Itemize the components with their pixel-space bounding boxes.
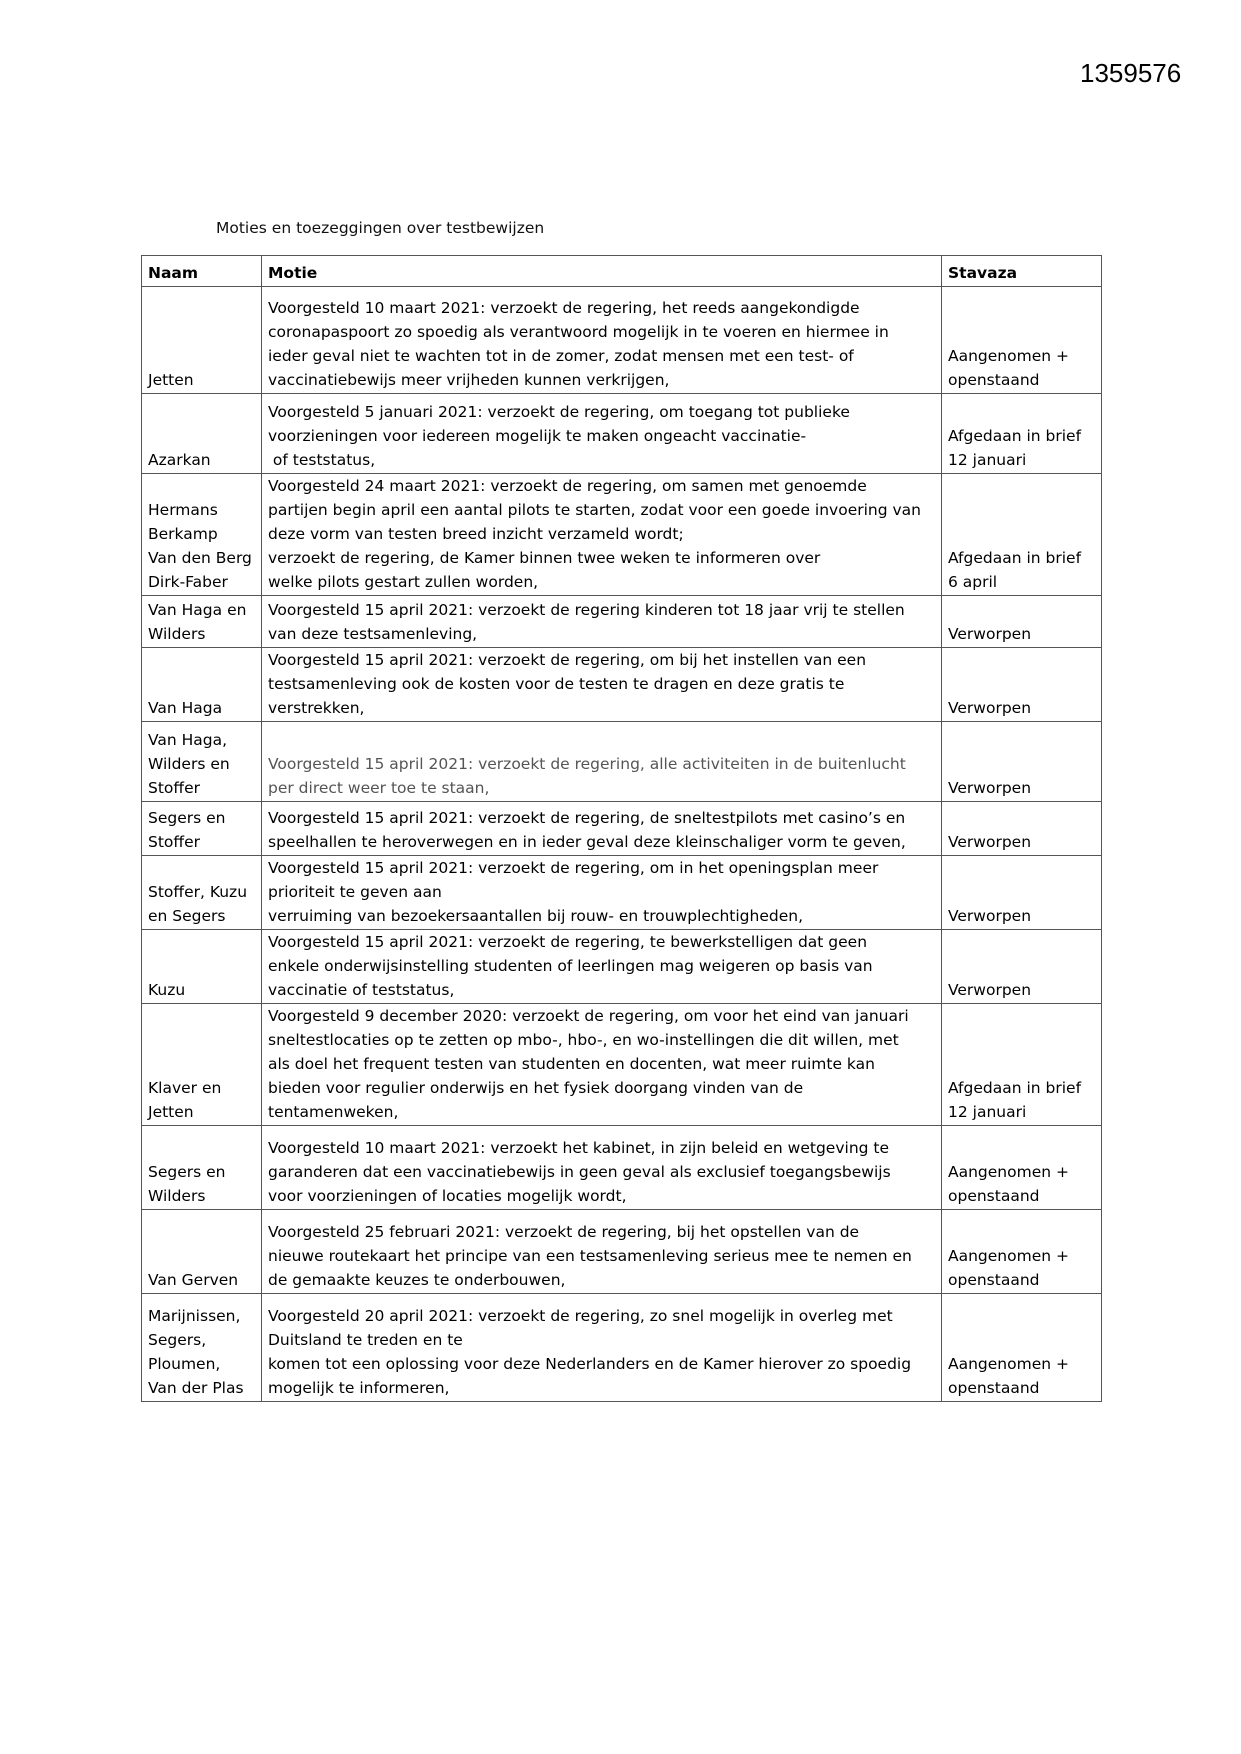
motie-line: vaccinatiebewijs meer vrijheden kunnen verkrijgen, <box>268 371 670 389</box>
motie-line: verstrekken, <box>268 699 365 717</box>
motie-line: mogelijk te informeren, <box>268 1379 450 1397</box>
stavaza-line: 12 januari <box>948 1103 1027 1121</box>
naam-line: Berkamp <box>148 525 218 543</box>
motie-line: Voorgesteld 15 april 2021: verzoekt de regering kinderen tot 18 jaar vrij te stellen <box>268 601 905 619</box>
motie-line: tentamenweken, <box>268 1103 399 1121</box>
cell-motie <box>262 802 942 856</box>
motie-line: garanderen dat een vaccinatiebewijs in geen geval als exclusief toegangsbewijs <box>268 1163 891 1181</box>
stavaza-line: 6 april <box>948 573 998 591</box>
naam-line: Klaver en <box>148 1079 222 1097</box>
motie-line: Voorgesteld 25 februari 2021: verzoekt de regering, bij het opstellen van de <box>268 1223 860 1241</box>
motie-line: welke pilots gestart zullen worden, <box>268 573 539 591</box>
stavaza-line: openstaand <box>948 1379 1040 1397</box>
cell-stavaza <box>942 648 1102 722</box>
motie-line: deze vorm van testen breed inzicht verzameld wordt; <box>268 525 684 543</box>
table-row <box>142 648 1102 722</box>
motie-line: Voorgesteld 10 maart 2021: verzoekt de regering, het reeds aangekondigde <box>268 299 860 317</box>
stavaza-line: Afgedaan in brief <box>948 1079 1082 1097</box>
cell-stavaza <box>942 722 1102 802</box>
stavaza-line: Verworpen <box>948 779 1032 797</box>
motie-line: Voorgesteld 15 april 2021: verzoekt de regering, te bewerkstelligen dat geen <box>268 933 868 951</box>
motie-line: vaccinatie of teststatus, <box>268 981 455 999</box>
cell-naam <box>142 802 262 856</box>
stavaza-line: Afgedaan in brief <box>948 427 1082 445</box>
motie-line: prioriteit te geven aan <box>268 883 442 901</box>
stavaza-line: 12 januari <box>948 451 1027 469</box>
cell-naam <box>142 394 262 474</box>
document-number: 1359576 <box>1080 58 1182 88</box>
table-row <box>142 1126 1102 1210</box>
cell-motie <box>262 1294 942 1402</box>
motie-line: verzoekt de regering, de Kamer binnen twee weken te informeren over <box>268 549 821 567</box>
naam-line: Jetten <box>148 371 194 389</box>
naam-line: Segers, <box>148 1331 207 1349</box>
motie-line: of teststatus, <box>268 451 376 469</box>
naam-line: Van den Berg <box>148 549 252 567</box>
naam-line: Azarkan <box>148 451 211 469</box>
cell-naam <box>142 474 262 596</box>
table-row <box>142 287 1102 394</box>
stavaza-line: Aangenomen + <box>948 1355 1069 1373</box>
naam-line: Jetten <box>148 1103 194 1121</box>
naam-line: Wilders en <box>148 755 230 773</box>
naam-line: Ploumen, <box>148 1355 221 1373</box>
naam-line: Segers en <box>148 809 226 827</box>
naam-line: Wilders <box>148 625 206 643</box>
naam-line: Van Haga en <box>148 601 247 619</box>
stavaza-line: Aangenomen + <box>948 1247 1069 1265</box>
table-row <box>142 596 1102 648</box>
motie-line: nieuwe routekaart het principe van een testsamenleving serieus mee te nemen en <box>268 1247 912 1265</box>
table-row <box>142 930 1102 1004</box>
motie-line: Voorgesteld 24 maart 2021: verzoekt de regering, om samen met genoemde <box>268 477 867 495</box>
stavaza-line: openstaand <box>948 1271 1040 1289</box>
table-row <box>142 856 1102 930</box>
cell-motie <box>262 394 942 474</box>
naam-line: Dirk-Faber <box>148 573 228 591</box>
stavaza-line: Aangenomen + <box>948 347 1069 365</box>
header-stavaza: Stavaza <box>942 256 1102 287</box>
motie-line: per direct weer toe te staan, <box>268 779 490 797</box>
cell-stavaza <box>942 1126 1102 1210</box>
stavaza-line: openstaand <box>948 1187 1040 1205</box>
motie-line: Duitsland te treden en te <box>268 1331 463 1349</box>
cell-stavaza <box>942 474 1102 596</box>
cell-motie <box>262 1126 942 1210</box>
naam-line: Van Gerven <box>148 1271 239 1289</box>
table-row <box>142 394 1102 474</box>
header-naam: Naam <box>142 256 262 287</box>
stavaza-line: Verworpen <box>948 699 1032 717</box>
page-title: Moties en toezeggingen over testbewijzen <box>216 219 545 237</box>
cell-stavaza <box>942 1004 1102 1126</box>
naam-line: Stoffer <box>148 833 200 851</box>
motie-line: bieden voor regulier onderwijs en het fysiek doorgang vinden van de <box>268 1079 804 1097</box>
motie-line: enkele onderwijsinstelling studenten of leerlingen mag weigeren op basis van <box>268 957 873 975</box>
motie-line: Voorgesteld 5 januari 2021: verzoekt de regering, om toegang tot publieke <box>268 403 850 421</box>
cell-naam <box>142 722 262 802</box>
motie-line: partijen begin april een aantal pilots te starten, zodat voor een goede invoering van <box>268 501 921 519</box>
motie-line: Voorgesteld 15 april 2021: verzoekt de regering, om in het openingsplan meer <box>268 859 879 877</box>
motie-line: testsamenleving ook de kosten voor de testen te dragen en deze gratis te <box>268 675 845 693</box>
table-row <box>142 1294 1102 1402</box>
cell-motie <box>262 648 942 722</box>
motions-table <box>141 255 1102 1402</box>
motie-line: de gemaakte keuzes te onderbouwen, <box>268 1271 566 1289</box>
naam-line: Stoffer <box>148 779 200 797</box>
stavaza-line: Verworpen <box>948 625 1032 643</box>
motie-line: ieder geval niet te wachten tot in de zomer, zodat mensen met een test- of <box>268 347 854 365</box>
header-motie: Motie <box>262 256 942 287</box>
cell-naam <box>142 596 262 648</box>
cell-stavaza <box>942 287 1102 394</box>
motie-line: verruiming van bezoekersaantallen bij rouw- en trouwplechtigheden, <box>268 907 803 925</box>
naam-line: Kuzu <box>148 981 186 999</box>
naam-line: Van der Plas <box>148 1379 244 1397</box>
naam-line: en Segers <box>148 907 226 925</box>
cell-stavaza <box>942 394 1102 474</box>
table-row <box>142 474 1102 596</box>
cell-stavaza <box>942 1294 1102 1402</box>
table-row <box>142 1210 1102 1294</box>
cell-naam <box>142 856 262 930</box>
cell-naam <box>142 1210 262 1294</box>
stavaza-line: openstaand <box>948 371 1040 389</box>
cell-motie <box>262 722 942 802</box>
motie-line: Voorgesteld 15 april 2021: verzoekt de regering, de sneltestpilots met casino’s en <box>268 809 906 827</box>
naam-line: Van Haga <box>148 699 223 717</box>
table-header-row <box>142 256 1102 287</box>
motie-line: voorzieningen voor iedereen mogelijk te maken ongeacht vaccinatie- <box>268 427 807 445</box>
motie-line: komen tot een oplossing voor deze Nederlanders en de Kamer hierover zo spoedig <box>268 1355 912 1373</box>
motie-line: coronapaspoort zo spoedig als verantwoord mogelijk in te voeren en hiermee in <box>268 323 889 341</box>
stavaza-line: Verworpen <box>948 981 1032 999</box>
cell-stavaza <box>942 930 1102 1004</box>
motie-line: van deze testsamenleving, <box>268 625 478 643</box>
naam-line: Hermans <box>148 501 218 519</box>
table-row <box>142 802 1102 856</box>
cell-stavaza <box>942 596 1102 648</box>
naam-line: Van Haga, <box>148 731 228 749</box>
cell-motie <box>262 596 942 648</box>
motie-line: speelhallen te heroverwegen en in ieder geval deze kleinschaliger vorm te geven, <box>268 833 906 851</box>
cell-motie <box>262 856 942 930</box>
stavaza-line: Verworpen <box>948 907 1032 925</box>
cell-naam <box>142 1294 262 1402</box>
naam-line: Segers en <box>148 1163 226 1181</box>
table-row <box>142 722 1102 802</box>
naam-line: Stoffer, Kuzu <box>148 883 248 901</box>
cell-naam <box>142 287 262 394</box>
cell-naam <box>142 1126 262 1210</box>
stavaza-line: Afgedaan in brief <box>948 549 1082 567</box>
cell-motie <box>262 930 942 1004</box>
table-row <box>142 1004 1102 1126</box>
motie-line: Voorgesteld 15 april 2021: verzoekt de regering, alle activiteiten in de buitenlucht <box>268 755 906 773</box>
motie-line: Voorgesteld 15 april 2021: verzoekt de regering, om bij het instellen van een <box>268 651 867 669</box>
stavaza-line: Aangenomen + <box>948 1163 1069 1181</box>
cell-stavaza <box>942 856 1102 930</box>
cell-stavaza <box>942 1210 1102 1294</box>
stavaza-line: Verworpen <box>948 833 1032 851</box>
motie-line: Voorgesteld 10 maart 2021: verzoekt het kabinet, in zijn beleid en wetgeving te <box>268 1139 890 1157</box>
naam-line: Wilders <box>148 1187 206 1205</box>
cell-motie <box>262 474 942 596</box>
cell-motie <box>262 1004 942 1126</box>
cell-naam <box>142 1004 262 1126</box>
motie-line: als doel het frequent testen van studenten en docenten, wat meer ruimte kan <box>268 1055 875 1073</box>
motie-line: voor voorzieningen of locaties mogelijk wordt, <box>268 1187 627 1205</box>
naam-line: Marijnissen, <box>148 1307 241 1325</box>
motie-line: Voorgesteld 9 december 2020: verzoekt de regering, om voor het eind van januari <box>268 1007 909 1025</box>
cell-naam <box>142 930 262 1004</box>
motie-line: sneltestlocaties op te zetten op mbo-, hbo-, en wo-instellingen die dit willen, met <box>268 1031 899 1049</box>
motie-line: Voorgesteld 20 april 2021: verzoekt de regering, zo snel mogelijk in overleg met <box>268 1307 893 1325</box>
cell-motie <box>262 1210 942 1294</box>
cell-naam <box>142 648 262 722</box>
cell-stavaza <box>942 802 1102 856</box>
cell-motie <box>262 287 942 394</box>
